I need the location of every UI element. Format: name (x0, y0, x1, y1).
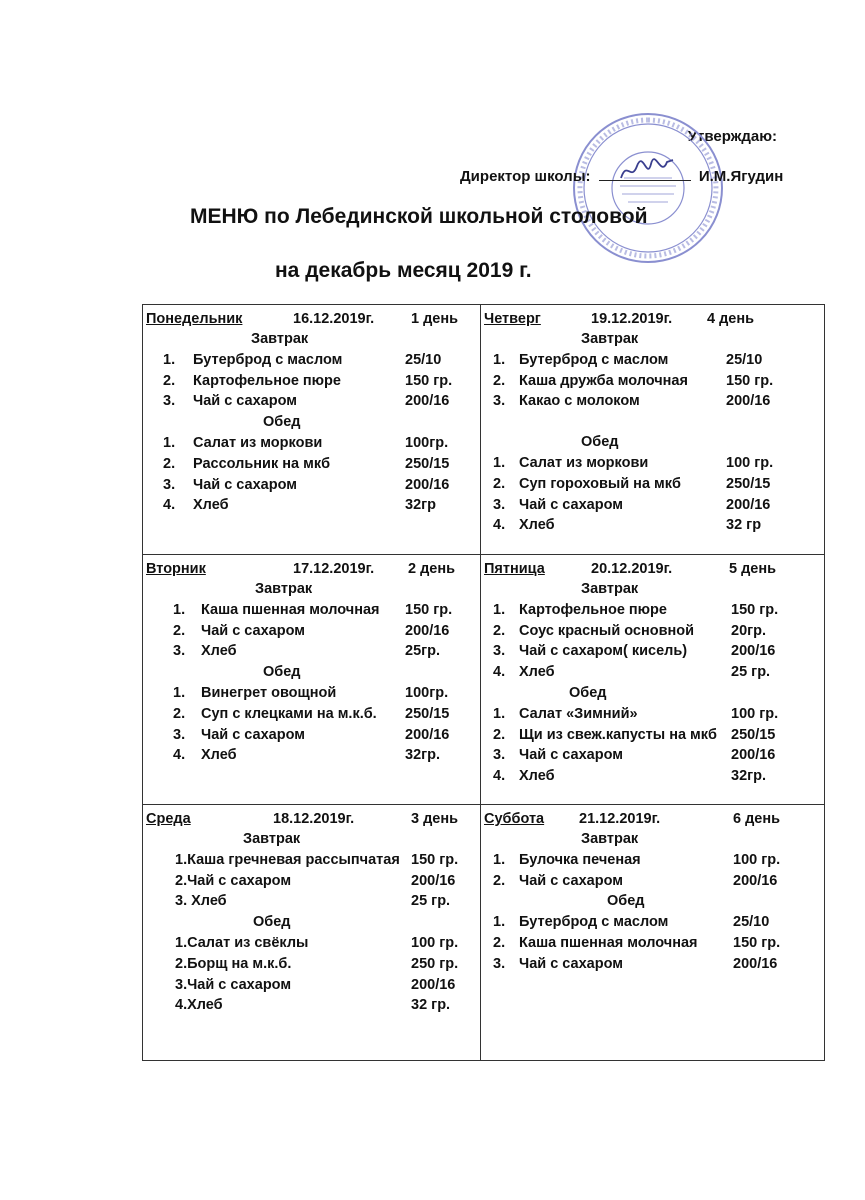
item-quantity: 200/16 (731, 747, 776, 764)
item-number: 2. (493, 726, 506, 743)
day-name: Пятница (484, 561, 545, 577)
meal-heading (481, 683, 824, 704)
meal-heading (143, 579, 480, 600)
day-cell (481, 305, 824, 555)
item-name: Бутерброд с маслом (519, 914, 669, 931)
item-quantity: 25/10 (405, 351, 442, 368)
item-number: 2. (163, 372, 176, 389)
item-name: Хлеб (519, 517, 555, 534)
item-name: Хлеб (201, 747, 237, 764)
day-number: 1 день (411, 311, 459, 327)
item-name: Каша пшенная молочная (201, 601, 380, 618)
item-quantity: 250/15 (405, 455, 450, 472)
day-cell (143, 555, 481, 805)
item-number: 3. (173, 643, 186, 660)
menu-title: МЕНЮ по Лебединской школьной столовой (190, 205, 648, 228)
day-header (481, 559, 824, 579)
item-name: Бутерброд с маслом (519, 351, 669, 368)
item-number: 3. (163, 476, 176, 493)
day-cell (143, 305, 481, 555)
meal-label: Завтрак (251, 331, 309, 347)
meal-heading (481, 432, 824, 453)
item-number: 1. (163, 434, 176, 451)
menu-item (481, 474, 824, 495)
menu-item (481, 600, 824, 621)
item-name: Салат из моркови (193, 434, 323, 451)
item-name: Щи из свеж.капусты на мкб (519, 726, 717, 743)
day-date: 17.12.2019г. (293, 561, 375, 577)
day-cell (481, 555, 824, 805)
menu-item (143, 454, 480, 475)
item-number: 3. (493, 643, 506, 660)
meal-label: Завтрак (581, 831, 639, 847)
meal-heading (143, 829, 480, 850)
item-number: 2. (163, 455, 176, 472)
item-name: Каша дружба молочная (519, 372, 688, 389)
menu-item (143, 683, 480, 704)
item-name: Чай с сахаром (519, 872, 623, 889)
menu-item (481, 515, 824, 536)
day-number: 4 день (707, 311, 755, 327)
item-name: Хлеб (193, 497, 229, 514)
item-name: Суп с клецками на м.к.б. (201, 705, 377, 722)
item-name: Винегрет овощной (201, 684, 337, 701)
day-name: Четверг (484, 311, 541, 327)
director-signature (617, 156, 677, 186)
menu-item (481, 725, 824, 746)
day-date: 19.12.2019г. (591, 311, 673, 327)
item-number: 1. (493, 914, 506, 931)
item-name: Рассольник на мкб (193, 455, 331, 472)
day-date: 20.12.2019г. (591, 561, 673, 577)
meal-heading (481, 579, 824, 600)
item-quantity: 200/16 (405, 726, 450, 743)
item-name: Картофельное пюре (193, 372, 341, 389)
meal-heading (481, 329, 824, 350)
menu-item (143, 371, 480, 392)
meal-label: Завтрак (243, 831, 301, 847)
day-header (481, 809, 824, 829)
menu-item (143, 995, 480, 1016)
item-quantity: 150 гр. (726, 372, 774, 389)
menu-item (143, 433, 480, 454)
item-number: 1. (493, 454, 506, 471)
signature-line (599, 166, 691, 181)
item-number: 4. (173, 747, 186, 764)
menu-item (143, 621, 480, 642)
menu-item (481, 662, 824, 683)
item-quantity: 250 гр. (411, 955, 459, 972)
item-number: 2. (493, 872, 506, 889)
item-number: 1. (493, 705, 506, 722)
menu-item (143, 725, 480, 746)
menu-item (143, 704, 480, 725)
meal-heading (481, 829, 824, 850)
menu-item (143, 350, 480, 371)
spacer (481, 412, 824, 432)
day-name: Вторник (146, 561, 206, 577)
menu-item (481, 371, 824, 392)
item-quantity: 200/16 (411, 976, 456, 993)
item-name: Чай с сахаром (519, 955, 623, 972)
item-name: Картофельное пюре (519, 601, 667, 618)
menu-subtitle: на декабрь месяц 2019 г. (275, 259, 532, 282)
menu-item (481, 350, 824, 371)
item-quantity: 25гр. (405, 643, 441, 660)
menu-item (143, 871, 480, 892)
item-name: Чай с сахаром (193, 393, 297, 410)
item-quantity: 25/10 (733, 914, 770, 931)
meal-label: Обед (263, 414, 301, 431)
item-number: 1. (493, 851, 506, 868)
menu-item (481, 391, 824, 412)
item-number: 2. (493, 372, 506, 389)
item-name: Какао с молоком (519, 393, 640, 410)
item-name: Чай с сахаром (201, 622, 305, 639)
item-quantity: 32 гр (726, 517, 762, 534)
item-quantity: 32гр (405, 497, 437, 514)
menu-item (143, 891, 480, 912)
menu-item (481, 871, 824, 892)
item-quantity: 200/16 (405, 393, 450, 410)
meal-label: Завтрак (581, 581, 639, 597)
item-quantity: 25 гр. (731, 664, 771, 681)
item-name: 3.Чай с сахаром (175, 976, 292, 993)
item-name: 4.Хлеб (175, 997, 223, 1014)
item-number: 4. (163, 497, 176, 514)
item-name: Чай с сахаром (193, 476, 297, 493)
item-quantity: 150 гр. (731, 601, 779, 618)
menu-item (481, 745, 824, 766)
item-name: 2.Борщ на м.к.б. (175, 955, 292, 972)
item-number: 1. (173, 601, 186, 618)
item-quantity: 200/16 (733, 872, 778, 889)
meal-label: Обед (581, 434, 619, 451)
item-number: 2. (173, 622, 186, 639)
item-quantity: 200/16 (726, 393, 771, 410)
item-quantity: 100гр. (405, 684, 449, 701)
menu-item (143, 495, 480, 516)
item-quantity: 150 гр. (411, 851, 459, 868)
menu-item (481, 621, 824, 642)
menu-item (481, 453, 824, 474)
menu-item (481, 850, 824, 871)
menu-item (143, 975, 480, 996)
item-name: Булочка печеная (519, 851, 641, 868)
item-quantity: 100 гр. (731, 705, 779, 722)
item-quantity: 200/16 (731, 643, 776, 660)
day-name: Понедельник (146, 311, 243, 327)
item-quantity: 150 гр. (733, 934, 781, 951)
item-name: Соус красный основной (519, 622, 695, 639)
menu-item (143, 745, 480, 766)
item-number: 4. (493, 664, 506, 681)
item-quantity: 150 гр. (405, 601, 453, 618)
item-quantity: 250/15 (405, 705, 450, 722)
item-number: 3. (493, 955, 506, 972)
item-number: 3. (163, 393, 176, 410)
item-number: 1. (493, 351, 506, 368)
menu-item (143, 954, 480, 975)
approval-label: Утверждаю: (687, 128, 777, 145)
day-header (143, 309, 480, 329)
item-number: 2. (493, 622, 506, 639)
school-seal-stamp (568, 108, 728, 268)
item-quantity: 100 гр. (733, 851, 781, 868)
item-number: 3. (493, 747, 506, 764)
meal-label: Обед (263, 664, 301, 681)
menu-item (143, 641, 480, 662)
item-quantity: 32 гр. (411, 997, 451, 1014)
item-quantity: 100 гр. (411, 934, 459, 951)
menu-item (481, 912, 824, 933)
item-quantity: 32гр. (405, 747, 441, 764)
item-quantity: 250/15 (731, 726, 776, 743)
day-number: 6 день (733, 811, 781, 827)
item-name: Салат «Зимний» (519, 705, 638, 722)
day-cell (481, 805, 824, 1060)
item-number: 1. (163, 351, 176, 368)
item-number: 1. (493, 601, 506, 618)
day-header (143, 559, 480, 579)
item-number: 3. (493, 393, 506, 410)
item-number: 3. (493, 496, 506, 513)
item-quantity: 200/16 (726, 496, 771, 513)
item-name: Чай с сахаром (519, 496, 623, 513)
menu-item (143, 391, 480, 412)
day-name: Суббота (484, 811, 545, 827)
item-name: Салат из моркови (519, 454, 649, 471)
item-name: Чай с сахаром (519, 747, 623, 764)
day-header (481, 309, 824, 329)
item-quantity: 100 гр. (726, 454, 774, 471)
menu-item (481, 766, 824, 787)
day-date: 21.12.2019г. (579, 811, 661, 827)
item-quantity: 20гр. (731, 622, 767, 639)
day-number: 2 день (408, 561, 456, 577)
item-name: Бутерброд с маслом (193, 351, 343, 368)
item-quantity: 100гр. (405, 434, 449, 451)
director-name: И.М.Ягудин (698, 168, 784, 185)
day-cell (143, 805, 481, 1060)
meal-heading (143, 412, 480, 433)
item-name: 1.Каша гречневая рассыпчатая (175, 851, 400, 868)
item-number: 3. (173, 726, 186, 743)
day-date: 18.12.2019г. (273, 811, 355, 827)
item-number: 2. (173, 705, 186, 722)
item-quantity: 32гр. (731, 768, 767, 785)
item-quantity: 200/16 (733, 955, 778, 972)
menu-table (142, 304, 825, 1061)
item-quantity: 25 гр. (411, 893, 451, 910)
meal-label: Обед (569, 684, 607, 701)
item-quantity: 25/10 (726, 351, 763, 368)
meal-heading (481, 891, 824, 912)
item-name: Каша пшенная молочная (519, 934, 698, 951)
day-name: Среда (146, 811, 191, 827)
director-label: Директор школы: (460, 168, 591, 185)
meal-label: Обед (607, 893, 645, 910)
item-number: 2. (493, 475, 506, 492)
director-line (460, 166, 783, 185)
day-number: 3 день (411, 811, 459, 827)
meal-label: Завтрак (255, 581, 313, 597)
item-number: 2. (493, 934, 506, 951)
day-header (143, 809, 480, 829)
meal-label: Завтрак (581, 331, 639, 347)
item-quantity: 250/15 (726, 475, 771, 492)
meal-heading (143, 329, 480, 350)
item-number: 4. (493, 768, 506, 785)
menu-item (143, 475, 480, 496)
item-name: Хлеб (519, 768, 555, 785)
meal-heading (143, 912, 480, 933)
item-number: 4. (493, 517, 506, 534)
item-name: Суп гороховый на мкб (519, 475, 681, 492)
day-number: 5 день (729, 561, 777, 577)
menu-item (143, 600, 480, 621)
item-name: Чай с сахаром( кисель) (519, 643, 688, 660)
meal-heading (143, 662, 480, 683)
item-name: Хлеб (519, 664, 555, 681)
menu-item (481, 641, 824, 662)
menu-item (143, 850, 480, 871)
item-quantity: 200/16 (405, 476, 450, 493)
menu-item (481, 704, 824, 725)
item-number: 1. (173, 684, 186, 701)
item-quantity: 150 гр. (405, 372, 453, 389)
item-quantity: 200/16 (411, 872, 456, 889)
menu-item (481, 495, 824, 516)
day-date: 16.12.2019г. (293, 311, 375, 327)
meal-label: Обед (253, 914, 291, 931)
item-name: 2.Чай с сахаром (175, 872, 292, 889)
menu-item (143, 933, 480, 954)
menu-item (481, 933, 824, 954)
item-quantity: 200/16 (405, 622, 450, 639)
item-name: Чай с сахаром (201, 726, 305, 743)
item-name: 1.Салат из свёклы (175, 934, 309, 951)
item-name: Хлеб (201, 643, 237, 660)
menu-item (481, 954, 824, 975)
item-name: 3. Хлеб (175, 893, 227, 910)
